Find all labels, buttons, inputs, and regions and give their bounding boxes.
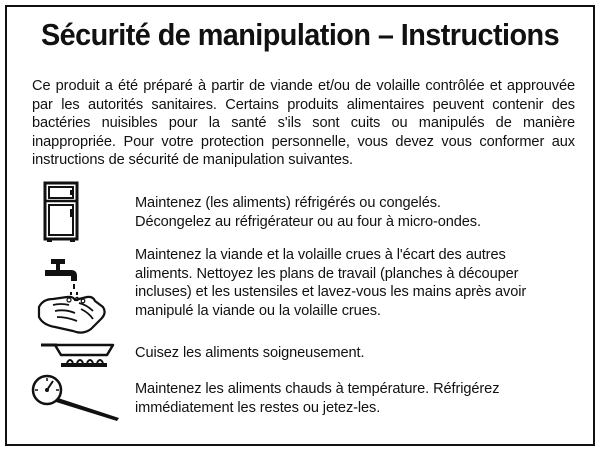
instruction-line: Maintenez les aliments chauds à température. Réfrigérez <box>135 381 500 397</box>
instruction-line: Maintenez la viande et la volaille crues à l'écart des autres <box>135 247 506 263</box>
label-title: Sécurité de manipulation – Instructions <box>40 17 560 52</box>
instruction-line: manipulé la viande ou la volaille crues. <box>135 302 381 319</box>
instruction-line: immédiatement les restes ou jetez-les. <box>135 399 381 416</box>
hand-washing-icon <box>31 255 111 340</box>
instruction-line: Maintenez (les aliments) réfrigérés ou congelés. <box>135 195 441 211</box>
intro-paragraph: Ce produit a été préparé à partir de viande et/ou de volaille contrôlée et approuvée par les autorités sanitaires. Certains produits alimentaires peuvent contenir des bactéries nuisibles pour la santé s'ils sont cuits ou manipulés de manière inappropriée. Pour votre protection personnelle, vous devez vous conformer aux instructions de sécurité de manipulation suivantes. <box>32 78 575 168</box>
safe-handling-label <box>5 5 595 446</box>
instruction-line: Décongelez au réfrigérateur ou au four à micro-ondes. <box>135 213 481 230</box>
instruction-line: aliments. Nettoyez les plans de travail (planches à découper <box>135 265 519 282</box>
instruction-text-refrigerate <box>135 194 575 231</box>
instruction-text-hot-cold <box>135 380 575 417</box>
instruction-text-separate <box>135 246 575 320</box>
meat-thermometer-icon <box>31 372 127 429</box>
instruction-line: incluses) et les ustensiles et lavez-vous les mains après avoir <box>135 284 527 300</box>
refrigerator-icon <box>43 181 79 248</box>
pan-on-burner-icon <box>37 339 119 374</box>
instruction-line: Cuisez les aliments soigneusement. <box>135 345 365 361</box>
instruction-text-cook <box>135 344 575 363</box>
